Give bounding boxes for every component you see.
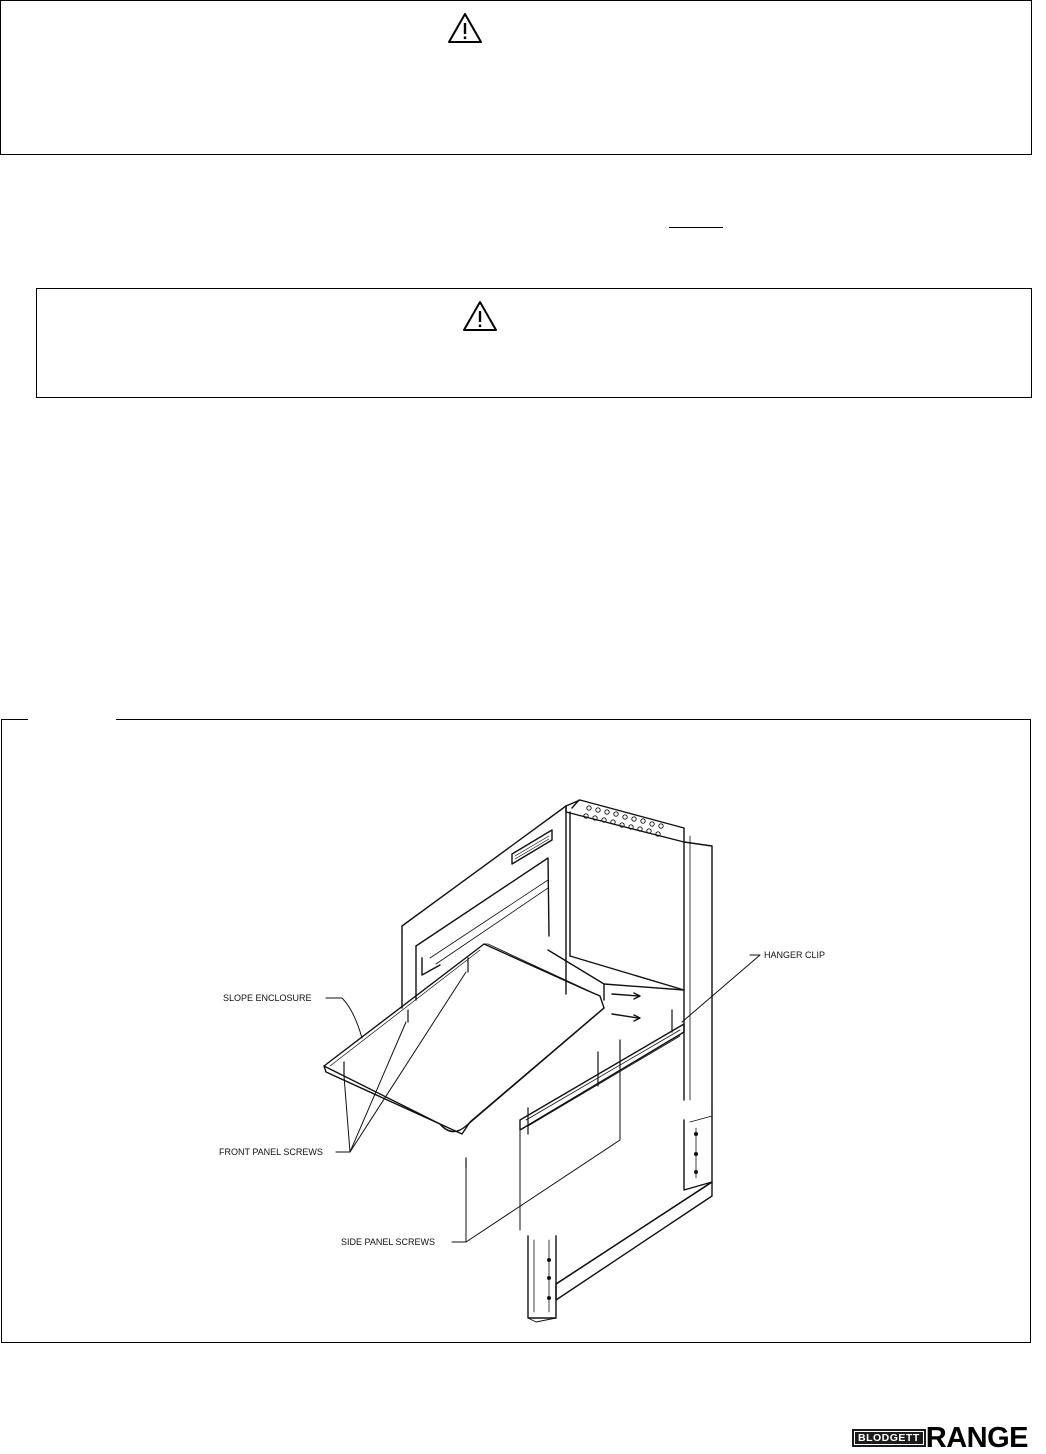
label-hanger-clip: HANGER CLIP [764,950,826,960]
logo-range-text: RANGE [925,1422,1028,1454]
label-side-panel-screws: SIDE PANEL SCREWS [341,1237,436,1247]
logo-blodgett-text: BLODGETT [852,1429,926,1447]
label-front-panel-screws: FRONT PANEL SCREWS [219,1147,323,1157]
blodgett-range-logo [852,1424,1028,1452]
label-slope-enclosure: SLOPE ENCLOSURE [223,993,312,1003]
